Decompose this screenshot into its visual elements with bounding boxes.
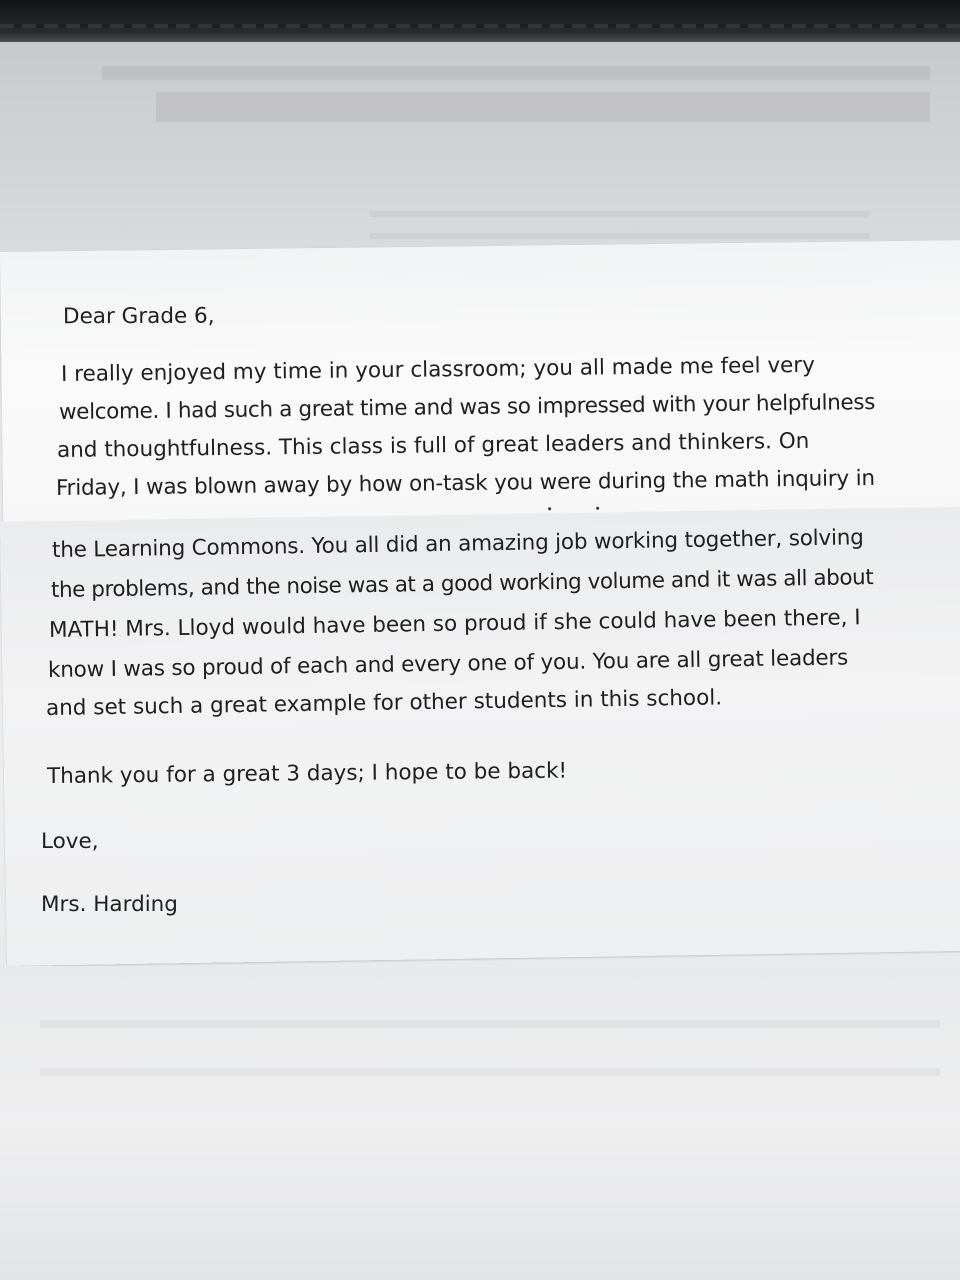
paragraph2-line-3: MATH! Mrs. Lloyd would have been so proud if she could have been there, I [48, 605, 861, 643]
paragraph1-line-3: and thoughtfulness. This class is full of great leaders and thinkers. On [56, 428, 810, 463]
punch-dots [548, 507, 608, 512]
paragraph2-line-5: and set such a great example for other students in this school. [45, 685, 723, 721]
paragraph1-line-4: Friday, I was blown away by how on-task you were during the math inquiry in [55, 465, 875, 501]
salutation: Dear Grade 6, [62, 303, 215, 330]
paragraph2-line-2: the problems, and the noise was at a good working volume and it was all about [50, 565, 874, 603]
bleed-through-text-top [0, 52, 960, 142]
paragraph1-line-2: welcome. I had such a great time and was so impressed with your helpfulness [58, 390, 876, 425]
paragraph2-line-4: know I was so proud of each and every one of you. You are all great leaders [47, 645, 849, 683]
dark-desk-edge [0, 0, 960, 46]
signature: Mrs. Harding [41, 892, 178, 917]
thanks-line: Thank you for a great 3 days; I hope to be back! [46, 758, 568, 789]
desk-ridge [0, 24, 960, 28]
paragraph1-line-1: I really enjoyed my time in your classroom; you all made me feel very [60, 352, 816, 387]
bleed-through-lines [370, 205, 870, 245]
closing: Love, [41, 829, 99, 854]
bleed-through-lines-bottom [40, 1020, 940, 1076]
paragraph2-line-1: the Learning Commons. You all did an amazing job working together, solving [51, 525, 864, 563]
lower-paper [0, 966, 960, 1280]
